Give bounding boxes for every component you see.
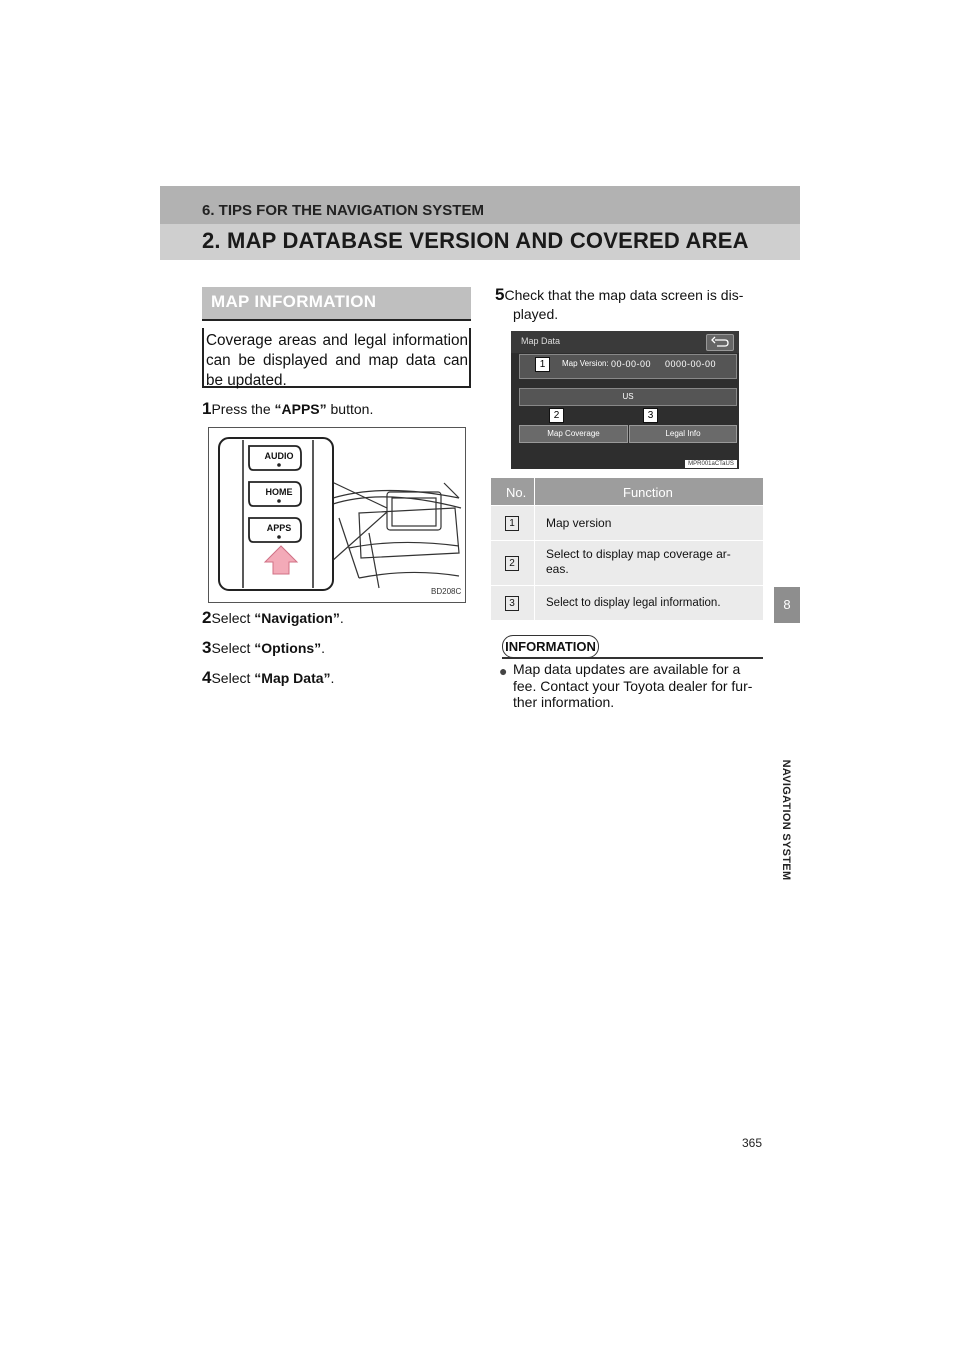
table-row bbox=[491, 585, 763, 620]
region-row: US bbox=[519, 388, 737, 406]
audio-label: AUDIO bbox=[264, 451, 294, 461]
chapter-label: NAVIGATION SYSTEM bbox=[780, 759, 792, 881]
section-heading: 6. TIPS FOR THE NAVIGATION SYSTEM bbox=[202, 202, 484, 219]
row-number: 1 bbox=[505, 516, 519, 531]
map-version-value: 00-00-00 bbox=[611, 359, 652, 369]
row-text: Select to display legal information. bbox=[546, 597, 721, 609]
step-2: 2Select “Navigation”. bbox=[202, 608, 344, 627]
row-number: 3 bbox=[505, 596, 519, 611]
information-rule bbox=[502, 657, 763, 659]
header-function: Function bbox=[623, 485, 673, 500]
bullet-icon: ● bbox=[499, 663, 508, 679]
step-5: 5Check that the map data screen is dis- played. bbox=[495, 285, 744, 322]
map-info-heading: MAP INFORMATION bbox=[211, 292, 377, 311]
page-number: 365 bbox=[742, 1136, 763, 1150]
legal-info-button[interactable]: Legal Info bbox=[629, 425, 737, 443]
dashboard-drawing bbox=[209, 428, 465, 602]
apps-button-illustration bbox=[208, 427, 466, 603]
function-table bbox=[491, 478, 763, 620]
table-header bbox=[491, 478, 763, 505]
callout-3: 3 bbox=[643, 408, 658, 423]
information-badge: INFORMATION bbox=[502, 635, 599, 658]
row-text: Select to display map coverage ar- eas. bbox=[546, 547, 731, 576]
chapter-tab: 8 bbox=[774, 587, 800, 623]
callout-1: 1 bbox=[535, 357, 550, 372]
information-text: Map data updates are available for a fee. Contact your Toyota dealer for fur- ther information. bbox=[513, 661, 753, 710]
back-arrow-icon bbox=[707, 335, 733, 350]
callout-2: 2 bbox=[549, 408, 564, 423]
map-data-screen bbox=[511, 331, 739, 469]
page-title: 2. MAP DATABASE VERSION AND COVERED AREA bbox=[202, 228, 749, 253]
step-4: 4Select “Map Data”. bbox=[202, 668, 335, 687]
row-number: 2 bbox=[505, 556, 519, 571]
table-row bbox=[491, 540, 763, 585]
screen-title: Map Data bbox=[521, 336, 561, 346]
map-info-rule bbox=[202, 319, 471, 321]
apps-label: APPS bbox=[266, 523, 292, 533]
map-info-text: Coverage areas and legal information can be displayed and map data can be updated. bbox=[206, 332, 468, 389]
map-coverage-button[interactable]: Map Coverage bbox=[519, 425, 628, 443]
back-button[interactable] bbox=[706, 334, 734, 351]
illustration-code: BD208C bbox=[431, 587, 462, 596]
screen-code: MPR001aCTaUS bbox=[685, 460, 737, 468]
home-label: HOME bbox=[265, 487, 293, 497]
step-1: 1Press the “APPS” button. bbox=[202, 399, 374, 418]
map-version-label: Map Version: bbox=[562, 359, 609, 368]
header-no: No. bbox=[506, 485, 527, 500]
map-version-date: 0000-00-00 bbox=[665, 359, 717, 369]
step-3: 3Select “Options”. bbox=[202, 638, 326, 657]
row-text: Map version bbox=[546, 516, 612, 530]
table-row bbox=[491, 505, 763, 540]
